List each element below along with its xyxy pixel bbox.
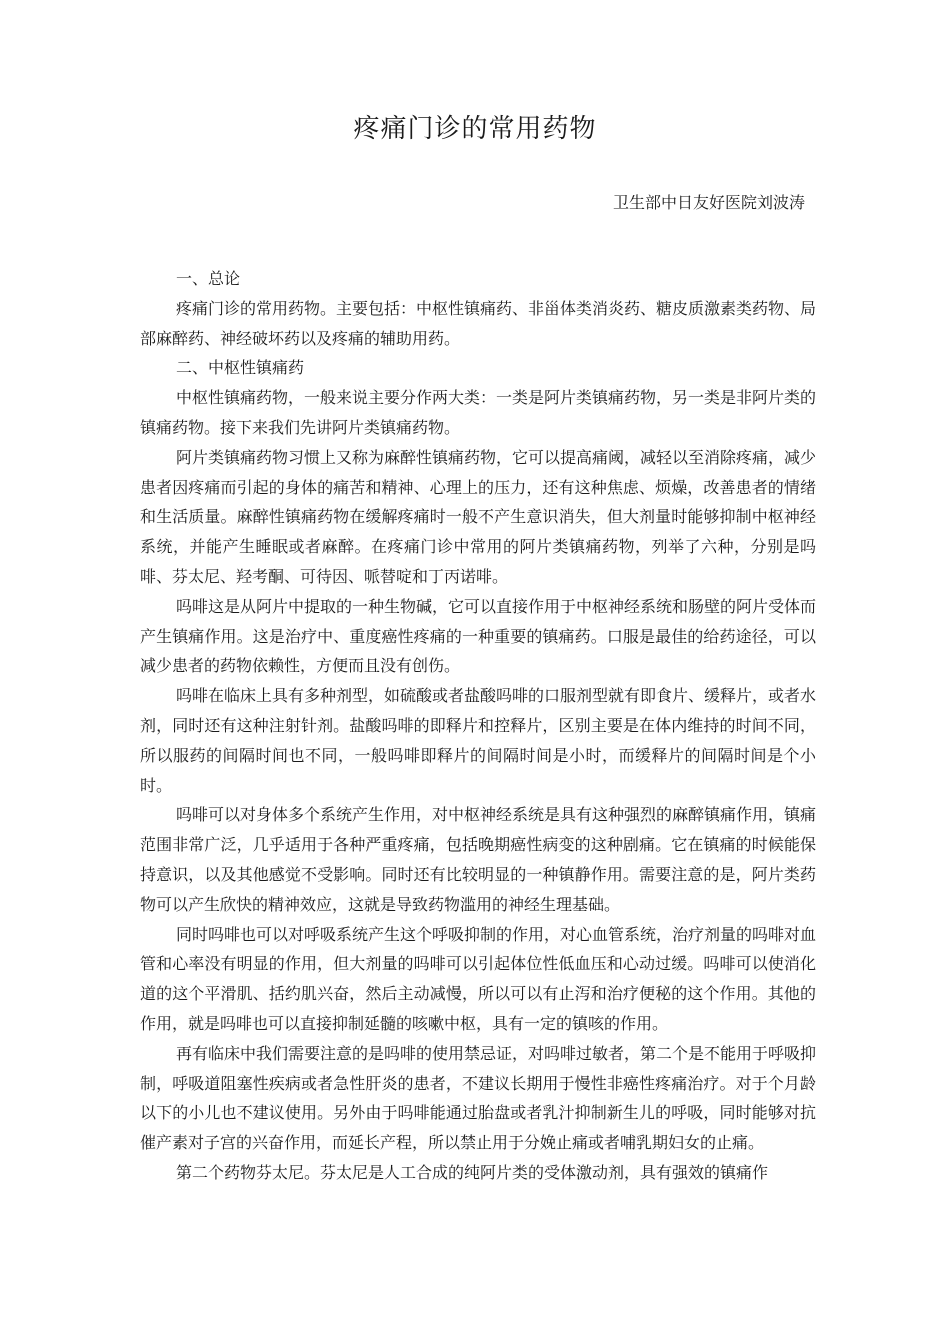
document-author: 卫生部中日友好医院刘波涛 [612, 193, 805, 212]
paragraph: 疼痛门诊的常用药物。主要包括：中枢性镇痛药、非甾体类消炎药、糖皮质激素类药物、局部麻醉药、神经破坏药以及疼痛的辅助用药。 [140, 298, 817, 348]
paragraph: 吗啡可以对身体多个系统产生作用，对中枢神经系统是具有这种强烈的麻醉镇痛作用，镇痛范围非常广泛，几乎适用于各种严重疼痛，包括晚期癌性病变的这种剧痛。它在镇痛的时候能保持意识，以及其他感觉不受影响。同时还有比较明显的一种镇静作用。需要注意的是，阿片类药物可以产生欣快的精神效应，这就是导致药物滥用的神经生理基础。 [140, 805, 817, 914]
document-body [140, 264, 816, 1188]
section-heading: 一、总论 [176, 269, 241, 288]
paragraph: 吗啡这是从阿片中提取的一种生物碱，它可以直接作用于中枢神经系统和肠壁的阿片受体而产生镇痛作用。这是治疗中、重度癌性疼痛的一种重要的镇痛药。口服是最佳的给药途径，可以减少患者的药物依赖性，方便而且没有创伤。 [140, 596, 817, 676]
paragraph: 吗啡在临床上具有多种剂型，如硫酸或者盐酸吗啡的口服剂型就有即食片、缓释片，或者水剂，同时还有这种注射针剂。盐酸吗啡的即释片和控释片，区别主要是在体内维持的时间不同，所以服药的间隔时间也不同，一般吗啡即释片的间隔时间是小时，而缓释片的间隔时间是个小时。 [140, 686, 817, 795]
paragraph: 同时吗啡也可以对呼吸系统产生这个呼吸抑制的作用，对心血管系统，治疗剂量的吗啡对血管和心率没有明显的作用，但大剂量的吗啡可以引起体位性低血压和心动过缓。吗啡可以使消化道的这个平滑肌、括约肌兴奋，然后主动减慢，所以可以有止泻和治疗便秘的这个作用。其他的作用，就是吗啡也可以直接抑制延髓的咳嗽中枢，具有一定的镇咳的作用。 [140, 924, 817, 1033]
paragraph: 阿片类镇痛药物习惯上又称为麻醉性镇痛药物，它可以提高痛阈，减轻以至消除疼痛，减少患者因疼痛而引起的身体的痛苦和精神、心理上的压力，还有这种焦虑、烦燥，改善患者的情绪和生活质量。麻醉性镇痛药物在缓解疼痛时一般不产生意识消失，但大剂量时能够抑制中枢神经系统，并能产生睡眠或者麻醉。在疼痛门诊中常用的阿片类镇痛药物，列举了六种，分别是吗啡、芬太尼、羟考酮、可待因、哌替啶和丁丙诺啡。 [140, 447, 817, 586]
paragraph: 再有临床中我们需要注意的是吗啡的使用禁忌证，对吗啡过敏者，第二个是不能用于呼吸抑制，呼吸道阻塞性疾病或者急性肝炎的患者，不建议长期用于慢性非癌性疼痛治疗。对于个月龄以下的小儿也不建议使用。另外由于吗啡能通过胎盘或者乳汁抑制新生儿的呼吸，同时能够对抗催产素对子宫的兴奋作用，而延长产程，所以禁止用于分娩止痛或者哺乳期妇女的止痛。 [140, 1043, 817, 1153]
paragraph: 第二个药物芬太尼。芬太尼是人工合成的纯阿片类的受体激动剂，具有强效的镇痛作 [176, 1162, 769, 1182]
section-heading: 二、中枢性镇痛药 [176, 358, 305, 378]
paragraph: 中枢性镇痛药物，一般来说主要分作两大类：一类是阿片类镇痛药物，另一类是非阿片类的镇痛药物。接下来我们先讲阿片类镇痛药物。 [140, 388, 817, 437]
document-title: 疼痛门诊的常用药物 [353, 114, 597, 144]
